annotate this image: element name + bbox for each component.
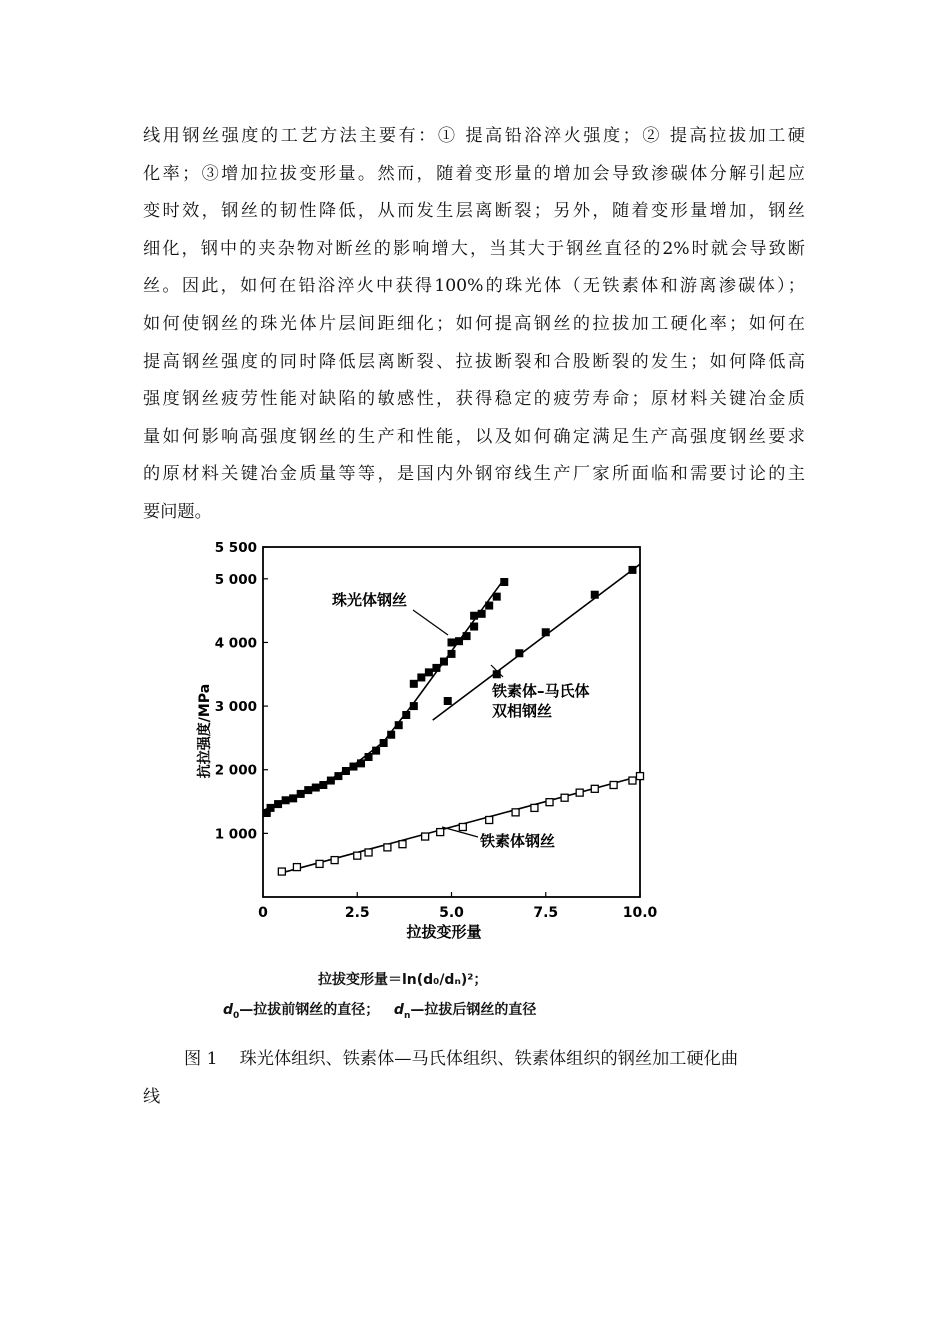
marker-ferrite xyxy=(399,841,406,848)
x-tick-label: 5.0 xyxy=(439,905,464,921)
marker-pearlite xyxy=(274,800,282,808)
data-markers xyxy=(263,566,644,875)
plot-frame xyxy=(263,547,640,897)
fit-line-pearlite xyxy=(263,579,504,811)
marker-dual-phase xyxy=(542,628,550,636)
marker-pearlite xyxy=(267,804,275,812)
marker-dual-phase xyxy=(628,566,636,574)
marker-ferrite xyxy=(576,789,583,796)
marker-pearlite xyxy=(478,610,486,618)
marker-pearlite xyxy=(410,702,418,710)
y-tick-label: 4 000 xyxy=(214,635,257,652)
paragraph-line: 如何使钢丝的珠光体片层间距细化；如何提高钢丝的拉拔加工硬化率；如何在 xyxy=(143,313,805,334)
marker-pearlite xyxy=(395,721,403,729)
paragraph-line: 提高钢丝强度的同时降低层离断裂、拉拔断裂和合股断裂的发生；如何降低高 xyxy=(143,351,805,372)
note-text-before: —拉拔前钢丝的直径； xyxy=(239,1002,380,1018)
x-tick-label: 2.5 xyxy=(344,905,370,921)
marker-pearlite xyxy=(327,777,335,785)
marker-ferrite xyxy=(422,833,429,840)
work-hardening-chart xyxy=(180,535,660,950)
marker-ferrite xyxy=(531,804,538,811)
marker-pearlite xyxy=(417,673,425,681)
marker-ferrite xyxy=(354,852,361,859)
marker-ferrite xyxy=(591,785,598,792)
series-labels xyxy=(332,591,590,850)
series-label-ferrite: 铁素体钢丝 xyxy=(480,832,556,850)
note-var-dn: d xyxy=(393,1002,404,1018)
paragraph-line: 量如何影响高强度钢丝的生产和性能，以及如何确定满足生产高强度钢丝要求 xyxy=(143,426,805,447)
figure-number: 图 1 xyxy=(184,1049,218,1069)
marker-ferrite xyxy=(331,857,338,864)
fit-lines xyxy=(263,564,640,873)
marker-pearlite xyxy=(493,593,501,601)
marker-pearlite xyxy=(440,658,448,666)
marker-pearlite xyxy=(463,632,471,640)
marker-ferrite xyxy=(293,864,300,871)
note-text-after: —拉拔后钢丝的直径 xyxy=(410,1002,537,1018)
marker-pearlite xyxy=(448,638,456,646)
marker-pearlite xyxy=(432,664,440,672)
marker-dual-phase xyxy=(591,591,599,599)
paragraph-line: 的原材料关键冶金质量等等，是国内外钢帘线生产厂家所面临和需要讨论的主 xyxy=(143,464,805,485)
y-axis-label: 抗拉强度/MPa xyxy=(197,683,213,779)
marker-pearlite xyxy=(357,759,365,767)
x-tick-label: 0 xyxy=(258,905,268,921)
paragraph-line: 强度钢丝疲劳性能对缺陷的敏感性，获得稳定的疲劳寿命；原材料关键冶金质 xyxy=(143,389,805,410)
marker-pearlite xyxy=(342,767,350,775)
figure-note-formula: 拉拔变形量＝ln(d₀/dₙ)²； xyxy=(318,972,488,988)
marker-ferrite xyxy=(365,849,372,856)
marker-ferrite xyxy=(486,817,493,824)
marker-pearlite xyxy=(410,680,418,688)
marker-ferrite xyxy=(637,773,644,780)
marker-pearlite xyxy=(289,794,297,802)
x-axis-label: 拉拔变形量 xyxy=(406,923,482,941)
paragraph-line: 要问题。 xyxy=(143,501,212,522)
marker-ferrite xyxy=(610,782,617,789)
y-tick-label: 2 000 xyxy=(214,762,257,779)
marker-pearlite xyxy=(402,711,410,719)
series-label-dual-phase-line2: 双相钢丝 xyxy=(492,702,553,720)
paragraph-line: 细化，钢中的夹杂物对断丝的影响增大，当其大于钢丝直径的2%时就会导致断 xyxy=(143,238,805,259)
marker-dual-phase xyxy=(515,649,523,657)
series-label-dual-phase-line1: 铁素体–马氏体 xyxy=(492,682,590,700)
marker-ferrite xyxy=(546,799,553,806)
x-tick-label: 10.0 xyxy=(622,905,658,921)
series-label-pearlite: 珠光体钢丝 xyxy=(332,591,408,609)
marker-pearlite xyxy=(319,781,327,789)
marker-ferrite xyxy=(278,868,285,875)
paragraph-line: 线用钢丝强度的工艺方法主要有：① 提高铅浴淬火强度；② 提高拉拔加工硬 xyxy=(143,126,805,146)
marker-pearlite xyxy=(349,763,357,771)
paragraph-line: 化率；③增加拉拔变形量。然而，随着变形量的增加会导致渗碳体分解引起应 xyxy=(143,163,805,184)
y-tick-label: 1 000 xyxy=(214,826,257,843)
marker-ferrite xyxy=(384,844,391,851)
marker-pearlite xyxy=(334,772,342,780)
marker-ferrite xyxy=(316,860,323,867)
marker-dual-phase xyxy=(444,697,452,705)
marker-pearlite xyxy=(470,612,478,620)
marker-pearlite xyxy=(312,784,320,792)
series-label-pearlite-leader xyxy=(413,610,448,635)
figure-caption xyxy=(143,1041,805,1116)
marker-pearlite xyxy=(304,786,312,794)
figure-note-definitions xyxy=(223,999,536,1021)
paragraph-line: 变时效，钢丝的韧性降低，从而发生层离断裂；另外，随着变形量增加，钢丝 xyxy=(143,201,805,222)
caption-line-1 xyxy=(143,1041,805,1079)
marker-pearlite xyxy=(387,731,395,739)
marker-pearlite xyxy=(425,668,433,676)
marker-ferrite xyxy=(459,824,466,831)
marker-ferrite xyxy=(512,809,519,816)
marker-pearlite xyxy=(380,739,388,747)
marker-pearlite xyxy=(470,623,478,631)
marker-pearlite xyxy=(372,747,380,755)
body-paragraph xyxy=(143,118,805,532)
y-tick-label: 5 000 xyxy=(214,571,257,588)
marker-ferrite xyxy=(437,829,444,836)
note-sub-0: 0 xyxy=(233,1010,240,1021)
caption-text: 珠光体组织、铁素体—马氏体组织、铁素体组织的钢丝加工硬化曲 xyxy=(239,1049,739,1069)
plot-border xyxy=(263,547,640,897)
marker-pearlite xyxy=(297,790,305,798)
marker-pearlite xyxy=(455,637,463,645)
x-tick-label: 7.5 xyxy=(533,905,559,921)
marker-pearlite xyxy=(282,796,290,804)
marker-pearlite xyxy=(485,602,493,610)
marker-pearlite xyxy=(365,753,373,761)
caption-line-2: 线 xyxy=(143,1086,161,1107)
note-var-d0: d xyxy=(223,1002,234,1018)
marker-ferrite xyxy=(561,794,568,801)
y-tick-label: 5 500 xyxy=(214,540,257,556)
marker-pearlite xyxy=(448,650,456,658)
y-tick-label: 3 000 xyxy=(214,699,257,716)
note-sub-n: n xyxy=(403,1010,411,1021)
marker-ferrite xyxy=(629,777,636,784)
paragraph-line: 丝。因此，如何在铅浴淬火中获得100%的珠光体（无铁素体和游离渗碳体）； xyxy=(143,276,805,297)
marker-pearlite xyxy=(500,578,508,586)
